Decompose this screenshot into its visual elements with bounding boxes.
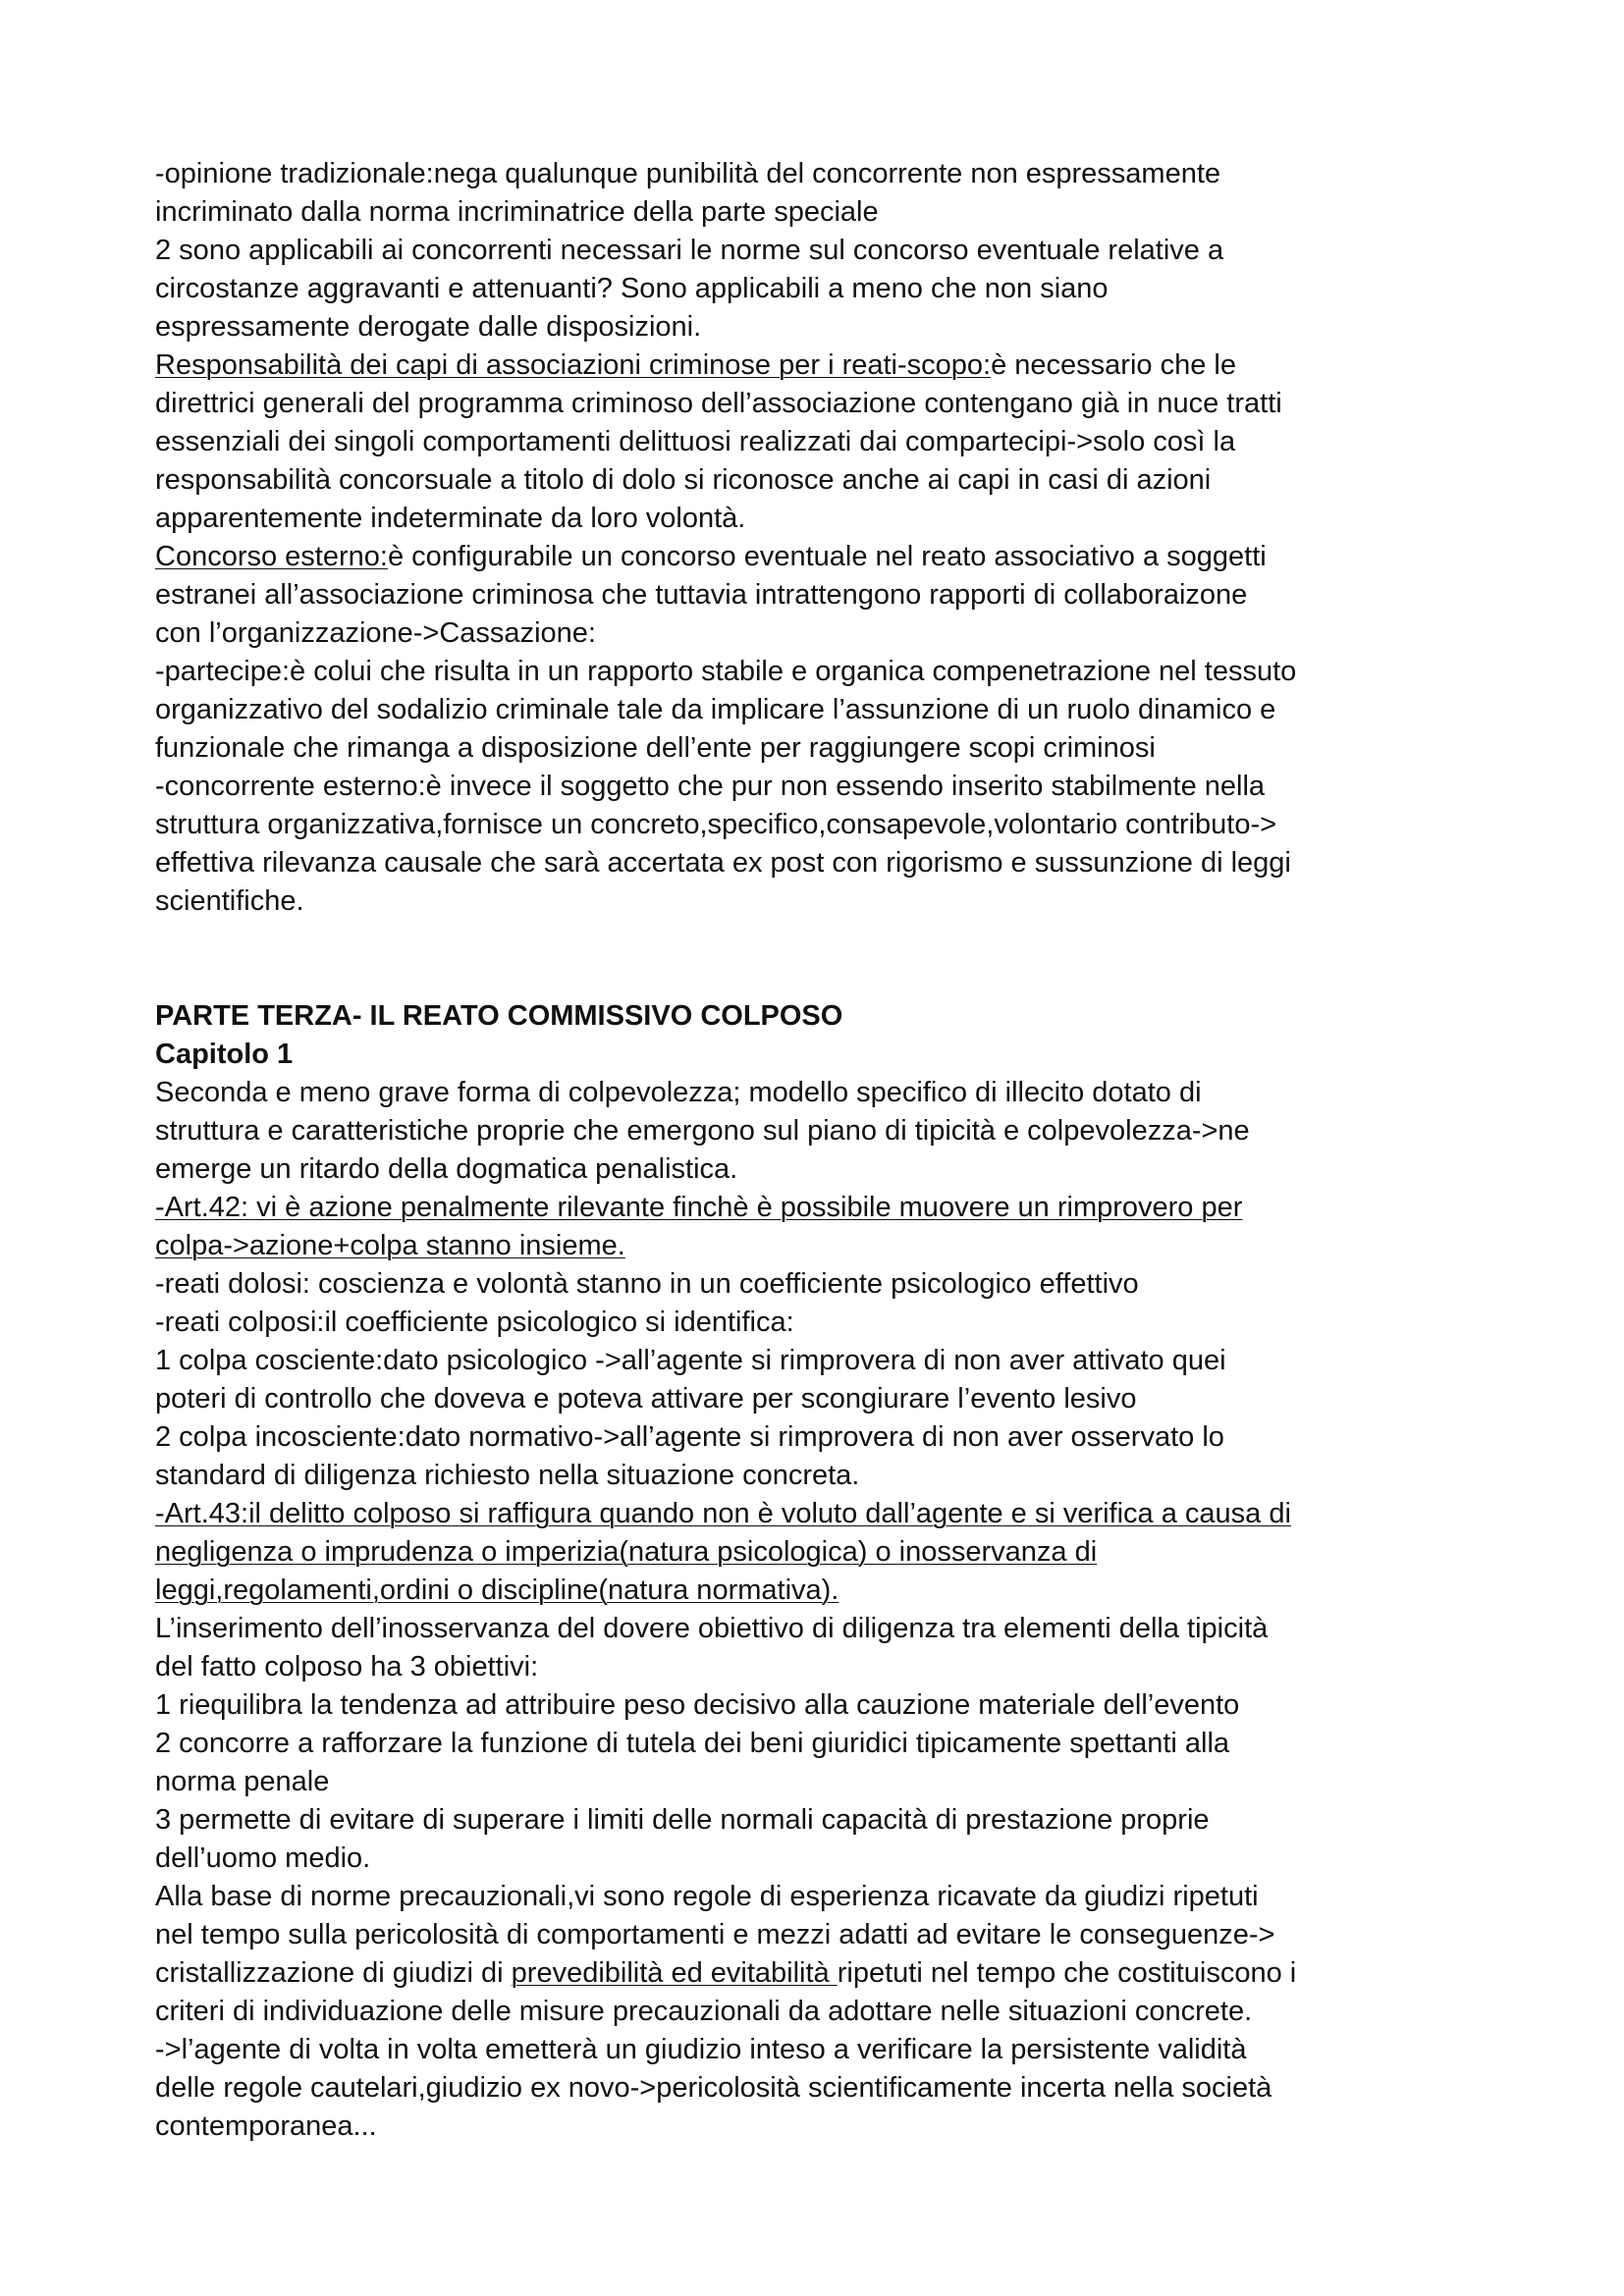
text-line: espressamente derogate dalle disposizioni. (155, 311, 702, 343)
text-line: essenziali dei singoli comportamenti delittuosi realizzati dai compartecipi->solo così la (155, 426, 1236, 457)
text-fragment: è configurabile un concorso eventuale nel reato associativo a soggetti (387, 541, 1267, 572)
paragraph-concorso-esterno (155, 538, 1530, 921)
section-spacer (155, 921, 1530, 997)
text-line: 1 colpa cosciente:dato psicologico ->all’agente si rimprovera di non aver attivato quei (155, 1345, 1226, 1376)
paragraph-capi (155, 347, 1530, 538)
text-line: 2 sono applicabili ai concorrenti necessari le norme sul concorso eventuale relative a (155, 235, 1224, 266)
underlined-text: prevedibilità ed evitabilità (511, 1957, 838, 1989)
text-line: norma penale (155, 1766, 330, 1797)
part-heading: PARTE TERZA- IL REATO COMMISSIVO COLPOSO (155, 1000, 843, 1032)
text-line: nel tempo sulla pericolosità di comportamenti e mezzi adatti ad evitare le conseguenze-> (155, 1919, 1275, 1950)
text-line: struttura e caratteristiche proprie che emergono sul piano di tipicità e colpevolezza->ne (155, 1115, 1250, 1147)
text-line (155, 1572, 1530, 1610)
text-line: 3 permette di evitare di superare i limiti delle normali capacità di prestazione proprie (155, 1804, 1210, 1836)
underlined-label: Concorso esterno: (155, 541, 388, 572)
text-line: 2 colpa incosciente:dato normativo->all’agente si rimprovera di non aver osservato lo (155, 1421, 1224, 1453)
text-line: -reati dolosi: coscienza e volontà stanno in un coefficiente psicologico effettivo (155, 1268, 1139, 1300)
paragraph-intro (155, 1074, 1530, 1189)
text-line: delle regole cautelari,giudizio ex novo->pericolosità scientificamente incerta nella società (155, 2072, 1272, 2104)
text-line: 2 concorre a rafforzare la funzione di tutela dei beni giuridici tipicamente spettanti alla (155, 1728, 1230, 1759)
text-line (155, 347, 1530, 385)
text-line: effettiva rilevanza causale che sarà accertata ex post con rigorismo e sussunzione di leggi (155, 847, 1291, 879)
underlined-text: negligenza o imprudenza o imperizia(natura psicologica) o inosservanza di (155, 1536, 1098, 1568)
text-line: emerge un ritardo della dogmatica penalistica. (155, 1153, 738, 1185)
text-line: poteri di controllo che doveva e poteva attivare per scongiurare l’evento lesivo (155, 1383, 1137, 1415)
text-line (155, 1189, 1530, 1227)
paragraph-reati (155, 1265, 1530, 1495)
text-line: estranei all’associazione criminosa che tuttavia intrattengono rapporti di collaboraizone (155, 579, 1248, 611)
text-fragment: ripetuti nel tempo che costituiscono i (837, 1957, 1297, 1989)
paragraph-opinione (155, 155, 1530, 347)
paragraph-art42 (155, 1189, 1530, 1265)
text-line: contemporanea... (155, 2110, 377, 2142)
text-line (155, 1227, 1530, 1265)
text-line: Alla base di norme precauzionali,vi sono regole di esperienza ricavate da giudizi ripetuti (155, 1881, 1259, 1912)
text-line: standard di diligenza richiesto nella situazione concreta. (155, 1460, 860, 1491)
text-line: L’inserimento dell’inosservanza del dovere obiettivo di diligenza tra elementi della tipicità (155, 1613, 1269, 1644)
text-line: ->l’agente di volta in volta emetterà un giudizio inteso a verificare la persistente validità (155, 2034, 1247, 2065)
text-line: con l’organizzazione->Cassazione: (155, 617, 596, 649)
text-line (155, 1495, 1530, 1533)
text-line (155, 1954, 1530, 1993)
paragraph-art43 (155, 1495, 1530, 1610)
text-line: responsabilità concorsuale a titolo di dolo si riconosce anche ai capi in casi di azioni (155, 464, 1212, 496)
text-line (155, 1533, 1530, 1572)
text-line: funzionale che rimanga a disposizione dell’ente per raggiungere scopi criminosi (155, 732, 1156, 764)
text-line: -concorrente esterno:è invece il soggetto che pur non essendo inserito stabilmente nella (155, 771, 1266, 802)
text-fragment: è necessario che le (991, 349, 1236, 381)
text-line: -opinione tradizionale:nega qualunque punibilità del concorrente non espressamente (155, 158, 1221, 189)
underlined-text: leggi,regolamenti,ordini o discipline(natura normativa). (155, 1575, 839, 1606)
text-line: circostanze aggravanti e attenuanti? Sono applicabili a meno che non siano (155, 273, 1109, 304)
text-line: direttrici generali del programma criminoso dell’associazione contengano già in nuce tratti (155, 388, 1282, 419)
text-line: del fatto colposo ha 3 obiettivi: (155, 1651, 539, 1682)
text-line: dell’uomo medio. (155, 1842, 371, 1874)
text-line: 1 riequilibra la tendenza ad attribuire peso decisivo alla cauzione materiale dell’evento (155, 1689, 1240, 1721)
text-line: criteri di individuazione delle misure precauzionali da adottare nelle situazioni concrete. (155, 1996, 1253, 2027)
text-line (155, 538, 1530, 576)
underlined-text: colpa->azione+colpa stanno insieme. (155, 1230, 625, 1261)
text-line: scientifiche. (155, 885, 304, 917)
chapter-heading: Capitolo 1 (155, 1039, 294, 1070)
underlined-text: -Art.42: vi è azione penalmente rilevante finchè è possibile muovere un rimprovero per (155, 1192, 1243, 1223)
text-line: -partecipe:è colui che risulta in un rapporto stabile e organica compenetrazione nel tessuto (155, 656, 1297, 687)
text-line: -reati colposi:il coefficiente psicologico si identifica: (155, 1307, 794, 1338)
underlined-text: -Art.43:il delitto colposo si raffigura quando non è voluto dall’agente e si verifica a causa di (155, 1498, 1291, 1529)
paragraph-obiettivi (155, 1610, 1530, 2146)
page-content (155, 155, 1530, 2146)
text-fragment: cristallizzazione di giudizi di (155, 1957, 512, 1989)
underlined-label: Responsabilità dei capi di associazioni criminose per i reati-scopo: (155, 349, 992, 381)
text-line: Seconda e meno grave forma di colpevolezza; modello specifico di illecito dotato di (155, 1077, 1202, 1108)
text-line: struttura organizzativa,fornisce un concreto,specifico,consapevole,volontario contributo-> (155, 809, 1277, 840)
text-line: apparentemente indeterminate da loro volontà. (155, 503, 746, 534)
text-line: organizzativo del sodalizio criminale tale da implicare l’assunzione di un ruolo dinamico e (155, 694, 1276, 725)
text-line: incriminato dalla norma incriminatrice della parte speciale (155, 196, 879, 228)
